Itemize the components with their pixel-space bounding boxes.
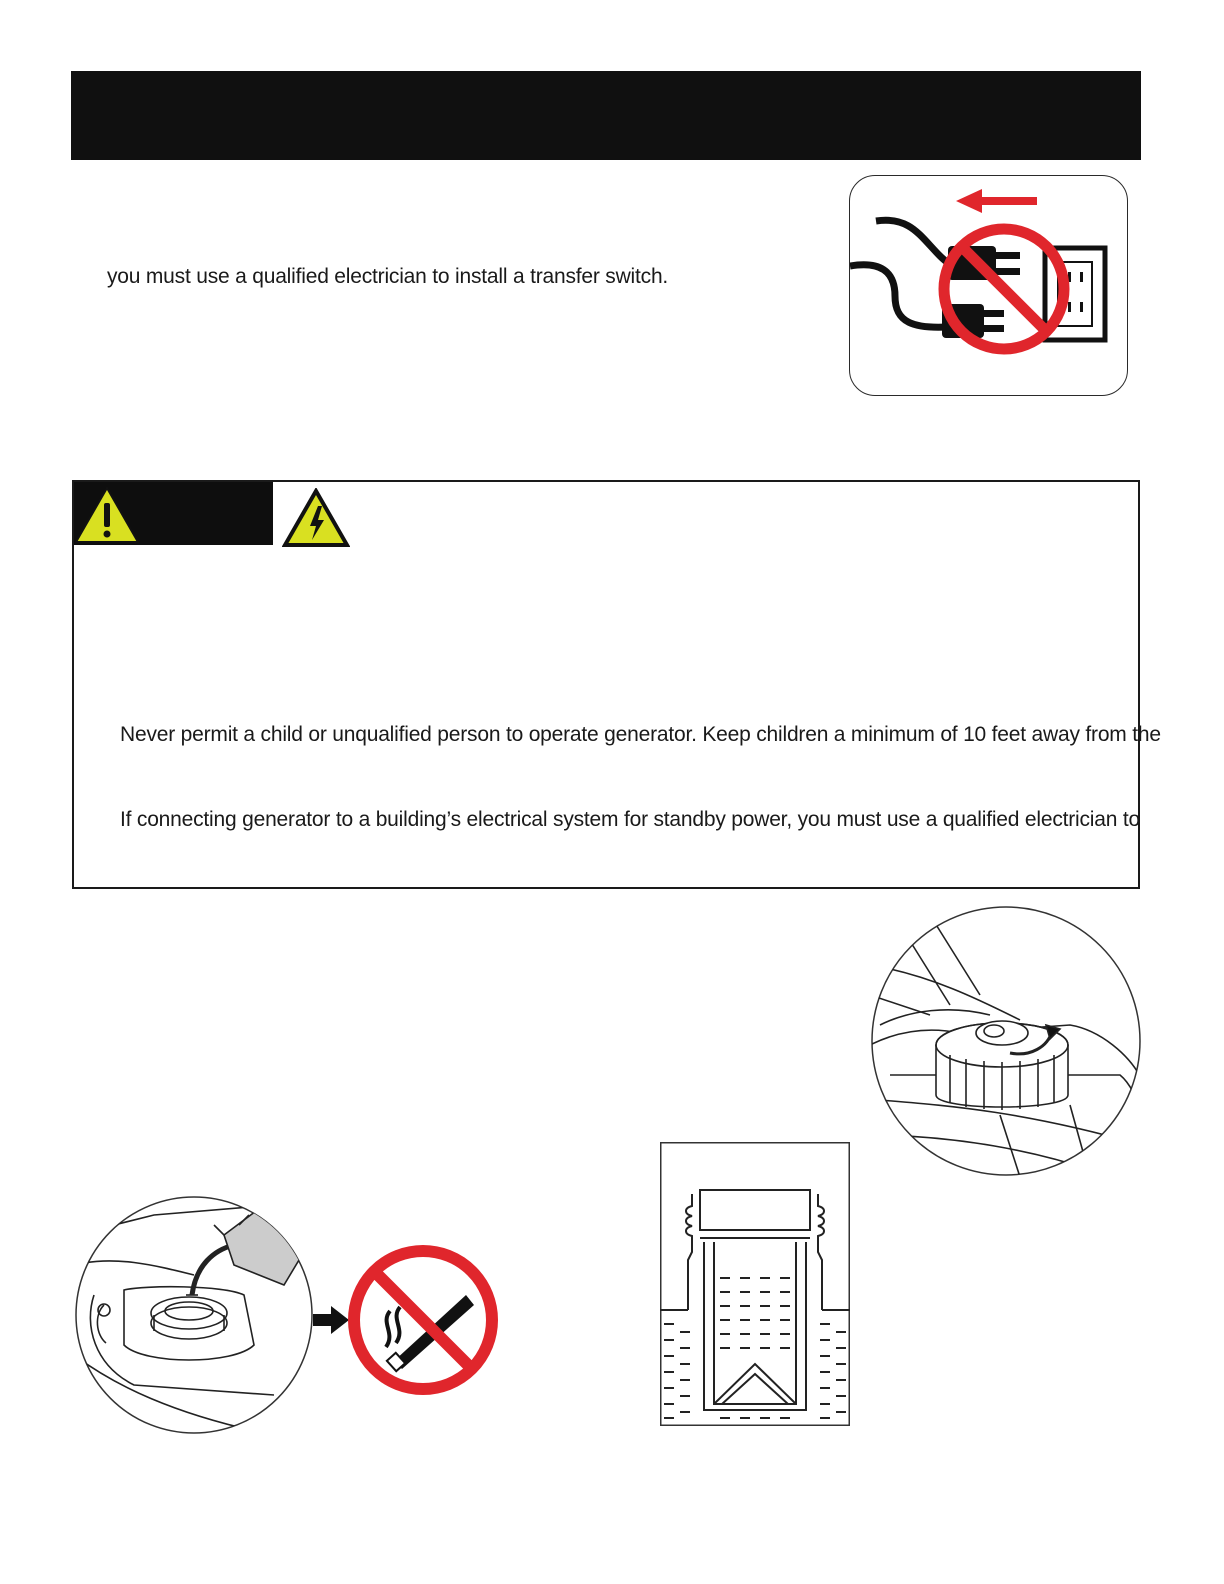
arrow-right-icon [313, 1306, 349, 1334]
refueling-figure [74, 1195, 314, 1435]
warning-line-child-safety: Never permit a child or unqualified person to operate generator. Keep children a minimum of 10 feet away from the [120, 723, 1161, 746]
warning-box [72, 480, 1161, 889]
transfer-switch-note: you must use a qualified electrician to install a transfer switch. [107, 265, 669, 288]
unplug-prohibited-icon [849, 175, 1128, 396]
no-smoking-icon [346, 1243, 500, 1397]
electric-shock-icon [282, 488, 350, 548]
fuel-cap-figure [870, 905, 1142, 1177]
warning-line-electrician: If connecting generator to a building’s electrical system for standby power, you must use a qualified electrician to [120, 808, 1140, 831]
warning-label-tab [74, 482, 273, 545]
fuel-filter-figure [660, 1142, 850, 1426]
warning-triangle-icon [74, 486, 144, 544]
section-header-bar [71, 71, 1141, 160]
